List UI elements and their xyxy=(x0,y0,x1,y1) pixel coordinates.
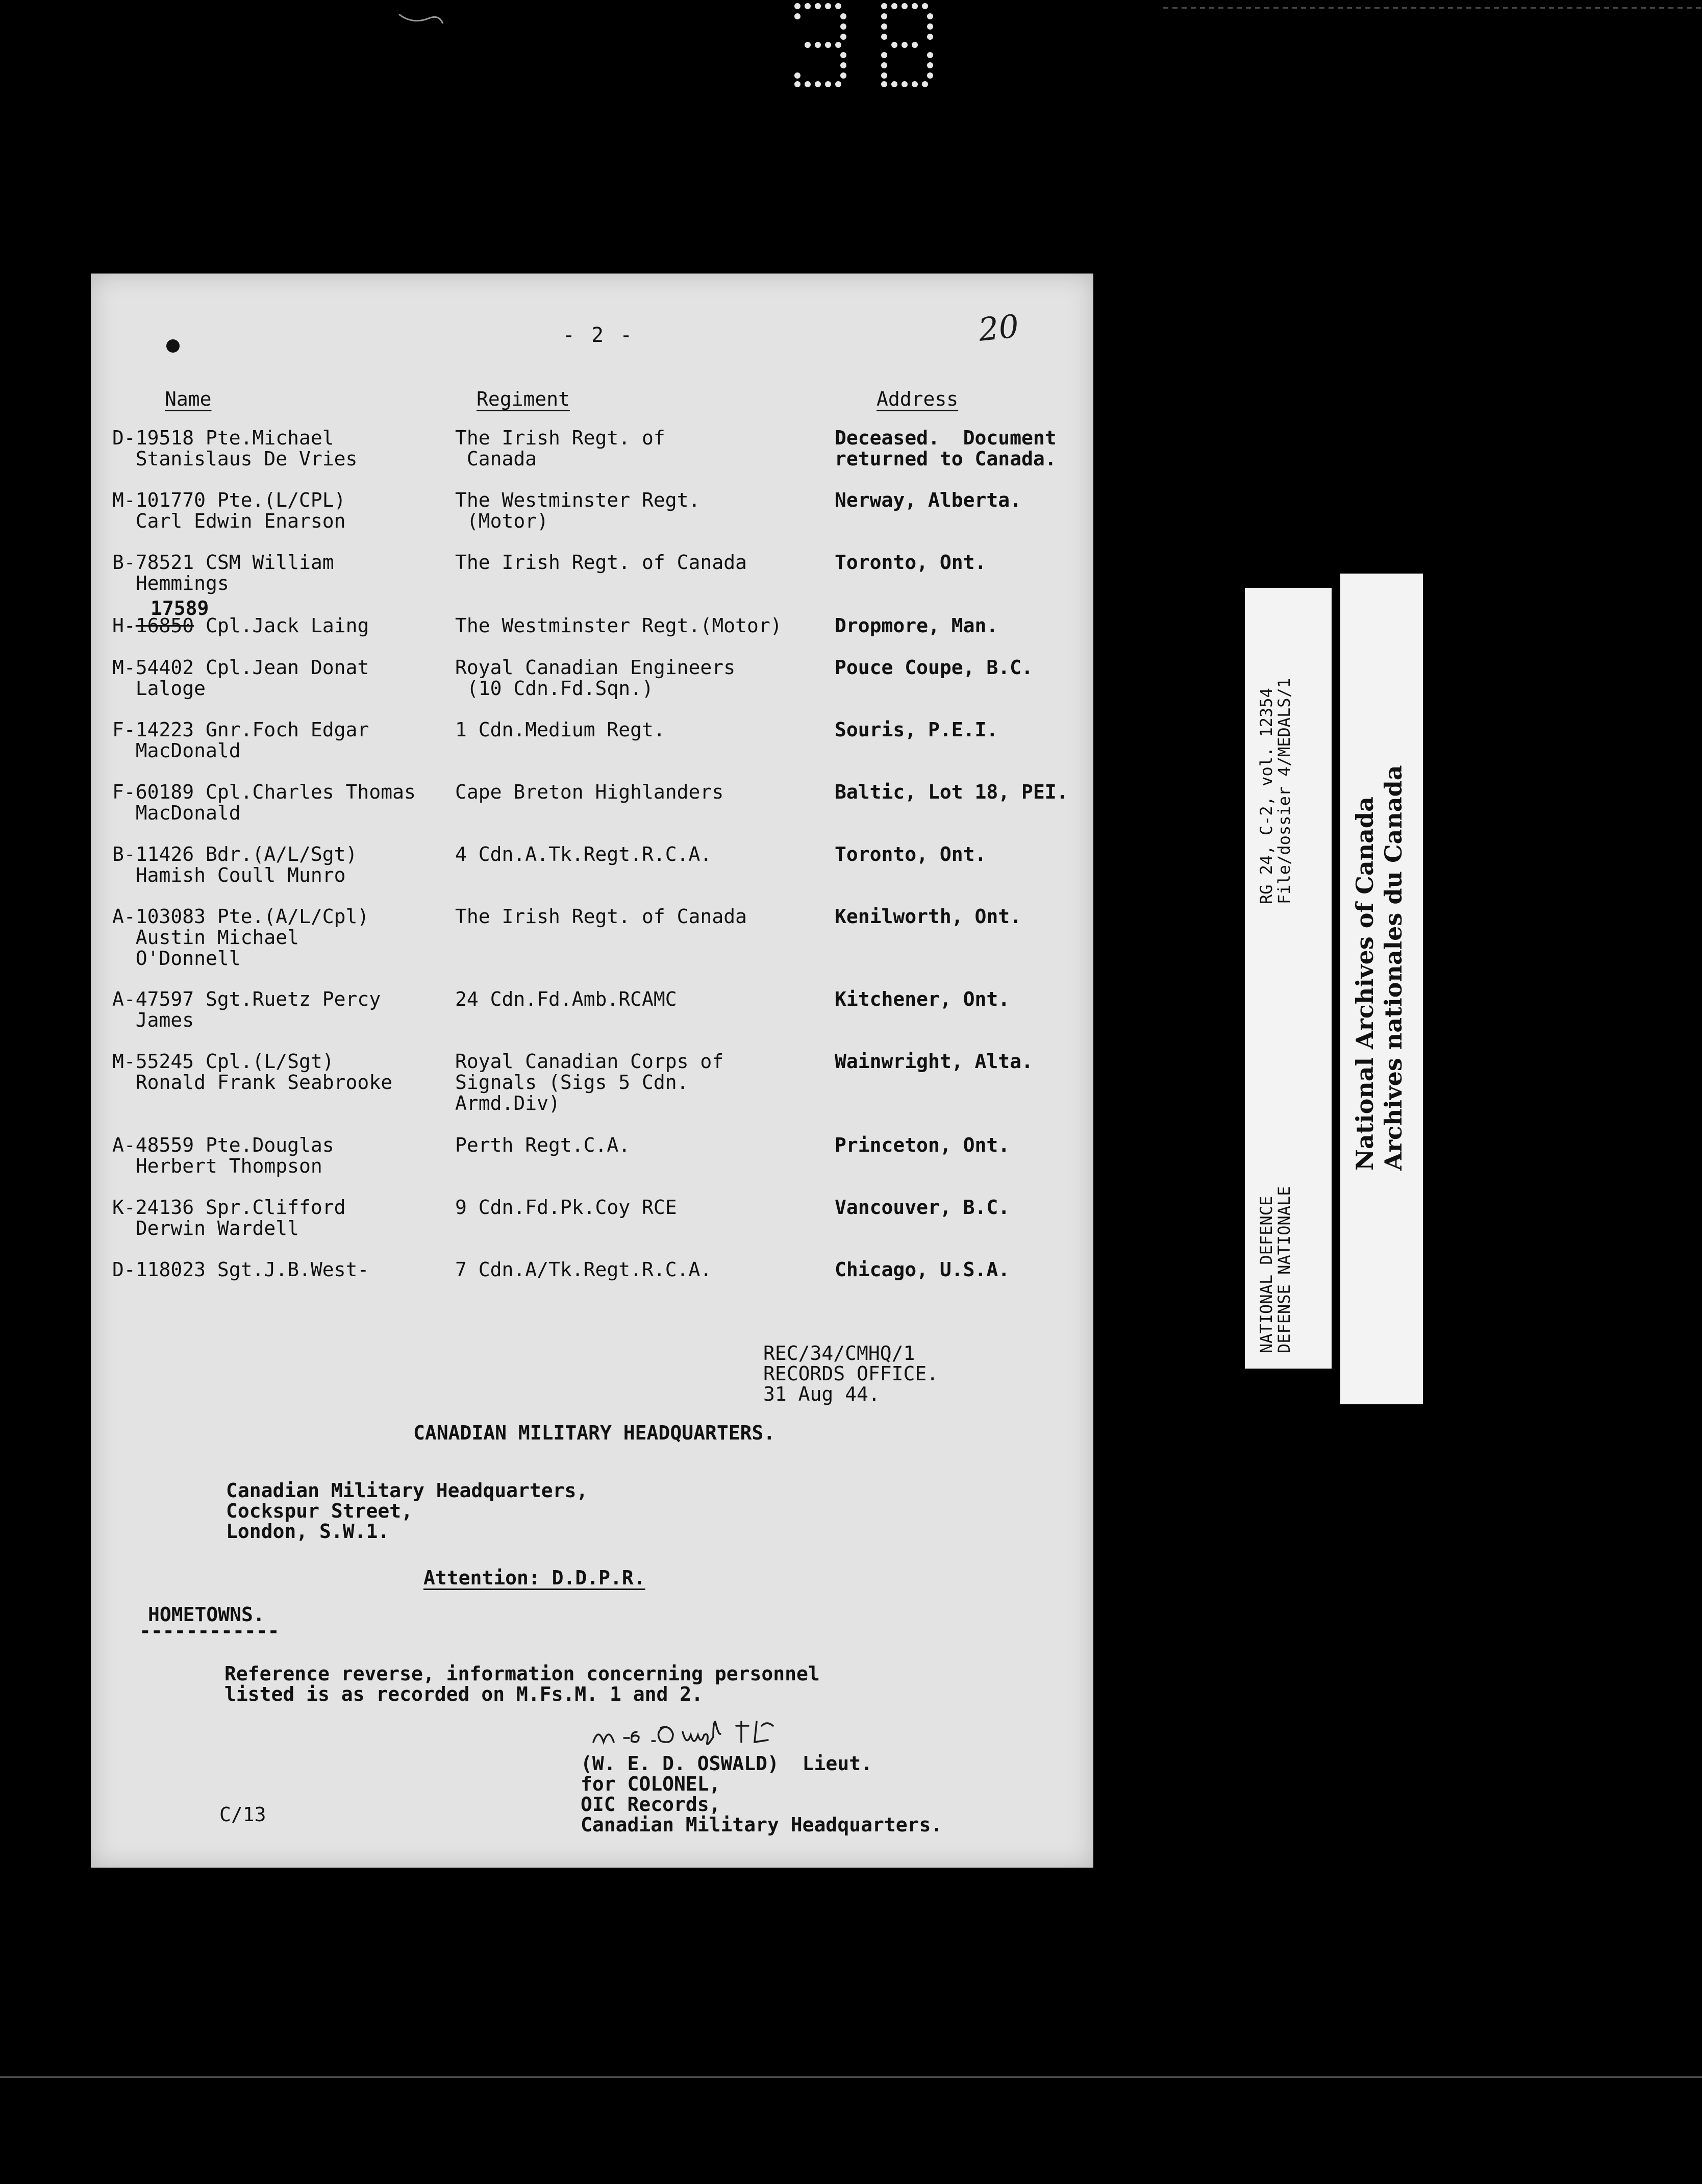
handwritten-number-correction: 17589 xyxy=(151,597,209,619)
record-regiment: 24 Cdn.Fd.Amb.RCAMC xyxy=(455,988,677,1010)
record-address: Kenilworth, Ont. xyxy=(835,905,1022,928)
signature-block: (W. E. D. OSWALD) Lieut. for COLONEL, OIC Records, Canadian Military Headquarters. xyxy=(581,1752,943,1836)
record-name: M-54402 Cpl.Jean Donat Laloge xyxy=(112,656,369,700)
record-name: F-14223 Gnr.Foch Edgar MacDonald xyxy=(112,718,369,762)
document-page xyxy=(91,274,1093,1868)
record-address: Kitchener, Ont. xyxy=(835,988,1010,1010)
record-name: F-60189 Cpl.Charles Thomas MacDonald xyxy=(112,781,416,824)
punch-hole xyxy=(166,339,180,353)
record-regiment: Royal Canadian Engineers (10 Cdn.Fd.Sqn.) xyxy=(455,656,736,700)
record-name: A-48559 Pte.Douglas Herbert Thompson xyxy=(112,1134,334,1177)
archives-stamp xyxy=(1340,574,1423,1404)
record-name: A-103083 Pte.(A/L/Cpl) Austin Michael O'Donnell xyxy=(112,905,369,970)
film-edge-line xyxy=(1163,7,1702,9)
frame-number xyxy=(790,0,943,97)
record-regiment: The Irish Regt. of Canada xyxy=(455,905,747,928)
record-name: D-118023 Sgt.J.B.West- xyxy=(112,1258,369,1281)
record-regiment: The Irish Regt. of Canada xyxy=(455,427,665,470)
column-header-name: Name xyxy=(165,388,212,410)
subject-underline: ------------ xyxy=(139,1620,280,1642)
letter-body: Reference reverse, information concerning personnel listed is as recorded on M.Fs.M. 1 and 2. xyxy=(224,1662,820,1705)
record-regiment: The Irish Regt. of Canada xyxy=(455,551,747,574)
record-name: K-24136 Spr.Clifford Derwin Wardell xyxy=(112,1196,346,1239)
reference-code: C/13 xyxy=(219,1803,266,1826)
handwritten-folio: 20 xyxy=(977,307,1021,349)
handwritten-signature xyxy=(588,1711,874,1757)
record-name: M-101770 Pte.(L/CPL) Carl Edwin Enarson xyxy=(112,489,346,532)
record-regiment: The Westminster Regt.(Motor) xyxy=(455,614,782,637)
recipient-address: Canadian Military Headquarters, Cockspur Street, London, S.W.1. xyxy=(226,1479,588,1543)
record-address: Baltic, Lot 18, PEI. xyxy=(835,781,1068,803)
record-name: H-16850 Cpl.Jack Laing xyxy=(112,614,369,637)
record-name: D-19518 Pte.Michael Stanislaus De Vries xyxy=(112,427,358,470)
record-regiment: 9 Cdn.Fd.Pk.Coy RCE xyxy=(455,1196,677,1219)
archives-name: National Archives of Canada Archives nationales du Canada xyxy=(1351,765,1407,1171)
record-address: Souris, P.E.I. xyxy=(835,718,998,741)
record-regiment: Royal Canadian Corps of Signals (Sigs 5 Cdn. Armd.Div) xyxy=(455,1050,724,1114)
record-regiment: Cape Breton Highlanders xyxy=(455,781,724,803)
archive-department: NATIONAL DEFENCE DEFENSE NATIONALE xyxy=(1257,1186,1294,1353)
column-header-address: Address xyxy=(877,388,959,410)
frame-digit-8 xyxy=(877,0,938,89)
subject-heading: HOMETOWNS. xyxy=(148,1603,265,1626)
film-scratch xyxy=(398,11,444,27)
record-address: Nerway, Alberta. xyxy=(835,489,1022,511)
record-name: M-55245 Cpl.(L/Sgt) Ronald Frank Seabrooke xyxy=(112,1050,393,1094)
frame-digit-3 xyxy=(790,0,851,89)
record-regiment: Perth Regt.C.A. xyxy=(455,1134,631,1156)
sender-title: CANADIAN MILITARY HEADQUARTERS. xyxy=(413,1422,775,1444)
column-header-regiment: Regiment xyxy=(477,388,570,410)
archive-file-label xyxy=(1245,588,1332,1369)
record-address: Princeton, Ont. xyxy=(835,1134,1010,1156)
record-address: Deceased. Document returned to Canada. xyxy=(835,427,1057,470)
record-address: Chicago, U.S.A. xyxy=(835,1258,1010,1281)
record-regiment: The Westminster Regt. (Motor) xyxy=(455,489,700,532)
page-number: - 2 - xyxy=(562,324,635,347)
struck-number: 16850 xyxy=(135,614,194,637)
record-address: Toronto, Ont. xyxy=(835,551,987,574)
attention-line: Attention: D.D.P.R. xyxy=(423,1567,645,1589)
film-bottom-line xyxy=(0,2076,1702,2078)
record-address: Dropmore, Man. xyxy=(835,614,998,637)
record-name: B-11426 Bdr.(A/L/Sgt) Hamish Coull Munro xyxy=(112,843,358,886)
record-name: B-78521 CSM William Hemmings xyxy=(112,551,334,594)
record-address: Pouce Coupe, B.C. xyxy=(835,656,1033,679)
record-regiment: 4 Cdn.A.Tk.Regt.R.C.A. xyxy=(455,843,712,865)
record-address: Toronto, Ont. xyxy=(835,843,987,865)
file-reference: REC/34/CMHQ/1 RECORDS OFFICE. 31 Aug 44. xyxy=(763,1342,939,1405)
record-regiment: 7 Cdn.A/Tk.Regt.R.C.A. xyxy=(455,1258,712,1281)
record-address: Wainwright, Alta. xyxy=(835,1050,1033,1073)
record-address: Vancouver, B.C. xyxy=(835,1196,1010,1219)
archive-reference: RG 24, C-2, vol. 12354 File/dossier 4/MEDALS/1 xyxy=(1257,678,1294,904)
record-name: A-47597 Sgt.Ruetz Percy James xyxy=(112,988,381,1031)
record-regiment: 1 Cdn.Medium Regt. xyxy=(455,718,665,741)
